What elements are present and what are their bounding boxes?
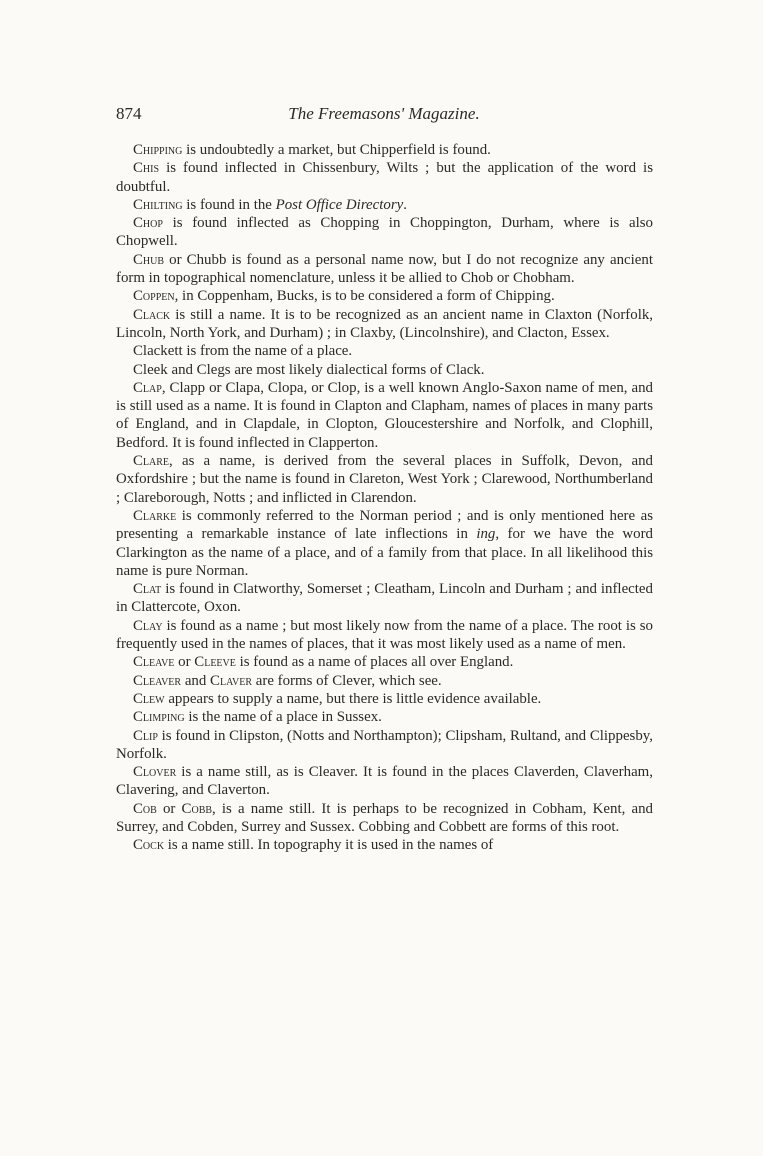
entry-headword: Cleave: [133, 654, 175, 671]
running-title: The Freemasons' Magazine.: [288, 104, 480, 123]
entry-headword: Clarke: [133, 507, 177, 524]
entry-text: is found inflected in Chissenbury, Wilts ; but the application of the word is doubtful.: [116, 160, 653, 195]
entry-headword: Clay: [133, 617, 163, 634]
entry-text: or: [156, 800, 182, 817]
entry-headword-variant: Cleeve: [194, 654, 236, 671]
entry-text: is the name of a place in Sussex.: [184, 709, 382, 726]
entry-text: is commonly referred to the Norman period ; and is only mentioned here as presenting a remarkable instance of late inflections in: [116, 507, 653, 543]
entry-headword: Chilting: [133, 196, 183, 213]
entry-text-tail: is found as a name of places all over England.: [235, 654, 514, 671]
entry-text: , as a name, is derived from the several places in Suffolk, Devon, and Oxfordshire ; but the name is found in Clareton, West York ; Clarewood, Northumberland ; Clareborough, Notts ; and inflicted in Clarendon.: [116, 453, 653, 506]
paragraph: [116, 580, 653, 617]
paragraph: [116, 361, 653, 379]
paragraph: [116, 727, 653, 764]
entry-headword: Clare: [133, 453, 170, 470]
entry-headword: Chub: [133, 251, 165, 268]
page-header: [116, 104, 652, 128]
entry-text: is undoubtedly a market, but Chipperfield is found.: [182, 142, 491, 158]
entry-italic-text: Post Office Directory: [275, 196, 404, 213]
entry-text: or Chubb is found as a personal name now, but I do not recognize any ancient form in topographical nomenclature, unless it be allied to Chob or Chobham.: [116, 251, 653, 287]
entry-headword: Clap: [133, 379, 162, 396]
entry-text: Clackett is from the name of a place.: [133, 343, 353, 360]
paragraph: [116, 196, 653, 214]
entry-headword: Clew: [133, 690, 165, 707]
entry-text-tail: .: [403, 196, 407, 213]
entry-headword: Clip: [133, 727, 158, 744]
paragraph: [116, 507, 653, 580]
entry-text: is found in the: [182, 196, 276, 213]
entry-headword: Clack: [133, 306, 171, 323]
entry-text: is found in Clipston, (Notts and Northampton); Clipsham, Rultand, and Clippesby, Norfolk.: [116, 727, 653, 762]
entry-headword: Cob: [133, 800, 157, 817]
paragraph: [116, 690, 653, 708]
entry-headword: Chop: [133, 215, 163, 232]
entry-headword-variant: Cobb: [181, 800, 213, 817]
entry-text: or: [174, 654, 195, 671]
paragraph: [116, 379, 653, 452]
paragraph: [116, 763, 653, 800]
entry-text: is a name still. In topography it is used in the names of: [164, 837, 494, 854]
paragraph: [116, 342, 653, 360]
entry-headword: Chis: [133, 160, 160, 177]
entry-headword-variant: Claver: [210, 672, 253, 689]
paragraph: [116, 214, 653, 251]
entry-text: is found as a name ; but most likely now from the name of a place. The root is so frequently used in the names of places, that it was most likely used as a name of men.: [116, 617, 653, 653]
entry-text: is a name still, as is Cleaver. It is found in the places Claverden, Claverham, Clavering, and Claverton.: [116, 764, 653, 799]
paragraph: [116, 251, 653, 288]
paragraph: [116, 306, 653, 343]
entry-text: is found inflected as Chopping in Choppington, Durham, where is also Chopwell.: [116, 215, 653, 250]
entry-headword: Coppen: [133, 288, 175, 305]
entry-headword: Chipping: [133, 142, 183, 158]
paragraph: [116, 672, 653, 690]
entry-headword: Cleaver: [133, 672, 182, 689]
paragraph: [116, 287, 653, 305]
paragraph: [116, 836, 653, 854]
entry-text: is still a name. It is to be recognized as an ancient name in Claxton (Norfolk, Lincoln, North York, and Durham) ; in Claxby, (Lincolnshire), and Clacton, Essex.: [116, 306, 653, 341]
entry-headword: Clat: [133, 581, 162, 598]
body-text: [116, 141, 653, 855]
paragraph: [116, 159, 653, 196]
entry-text-tail: are forms of Clever, which see.: [252, 672, 442, 689]
entry-text: is found in Clatworthy, Somerset ; Cleatham, Lincoln and Durham ; and inflected in Clattercote, Oxon.: [116, 581, 653, 616]
entry-italic-text: ing: [476, 526, 496, 543]
page-number: 874: [116, 104, 142, 123]
paragraph: [116, 452, 653, 507]
paragraph: [116, 617, 653, 654]
paragraph: [116, 800, 653, 837]
entry-headword: Clover: [133, 764, 177, 781]
entry-text: , in Coppenham, Bucks, is to be considered a form of Chipping.: [174, 288, 555, 305]
paragraph: [116, 708, 653, 726]
paragraph: [116, 653, 653, 671]
entry-text-tail: , for we have the word Clarkington as the name of a place, and of a family from that place. In all likelihood this name is pure Norman.: [116, 526, 653, 579]
entry-text-tail: , is a name still. It is perhaps to be recognized in Cobham, Kent, and Surrey, and Cobden, Surrey and Sussex. Cobbing and Cobbett are forms of this root.: [116, 800, 653, 835]
entry-text: appears to supply a name, but there is little evidence available.: [164, 690, 542, 707]
paragraph: [116, 141, 653, 159]
entry-headword: Climping: [133, 709, 185, 726]
entry-text: and: [181, 672, 211, 689]
entry-text: Cleek and Clegs are most likely dialectical forms of Clack.: [133, 361, 485, 378]
entry-headword: Cock: [133, 837, 165, 854]
entry-text: , Clapp or Clapa, Clopa, or Clop, is a well known Anglo-Saxon name of men, and is still used as a name. It is found in Clapton and Clapham, names of places in many parts of England, and in Clapdale, in Clopton, Gloucestershire and Norfolk, and Clophill, Bedford. It is found inflected in Clapperton.: [116, 379, 653, 451]
